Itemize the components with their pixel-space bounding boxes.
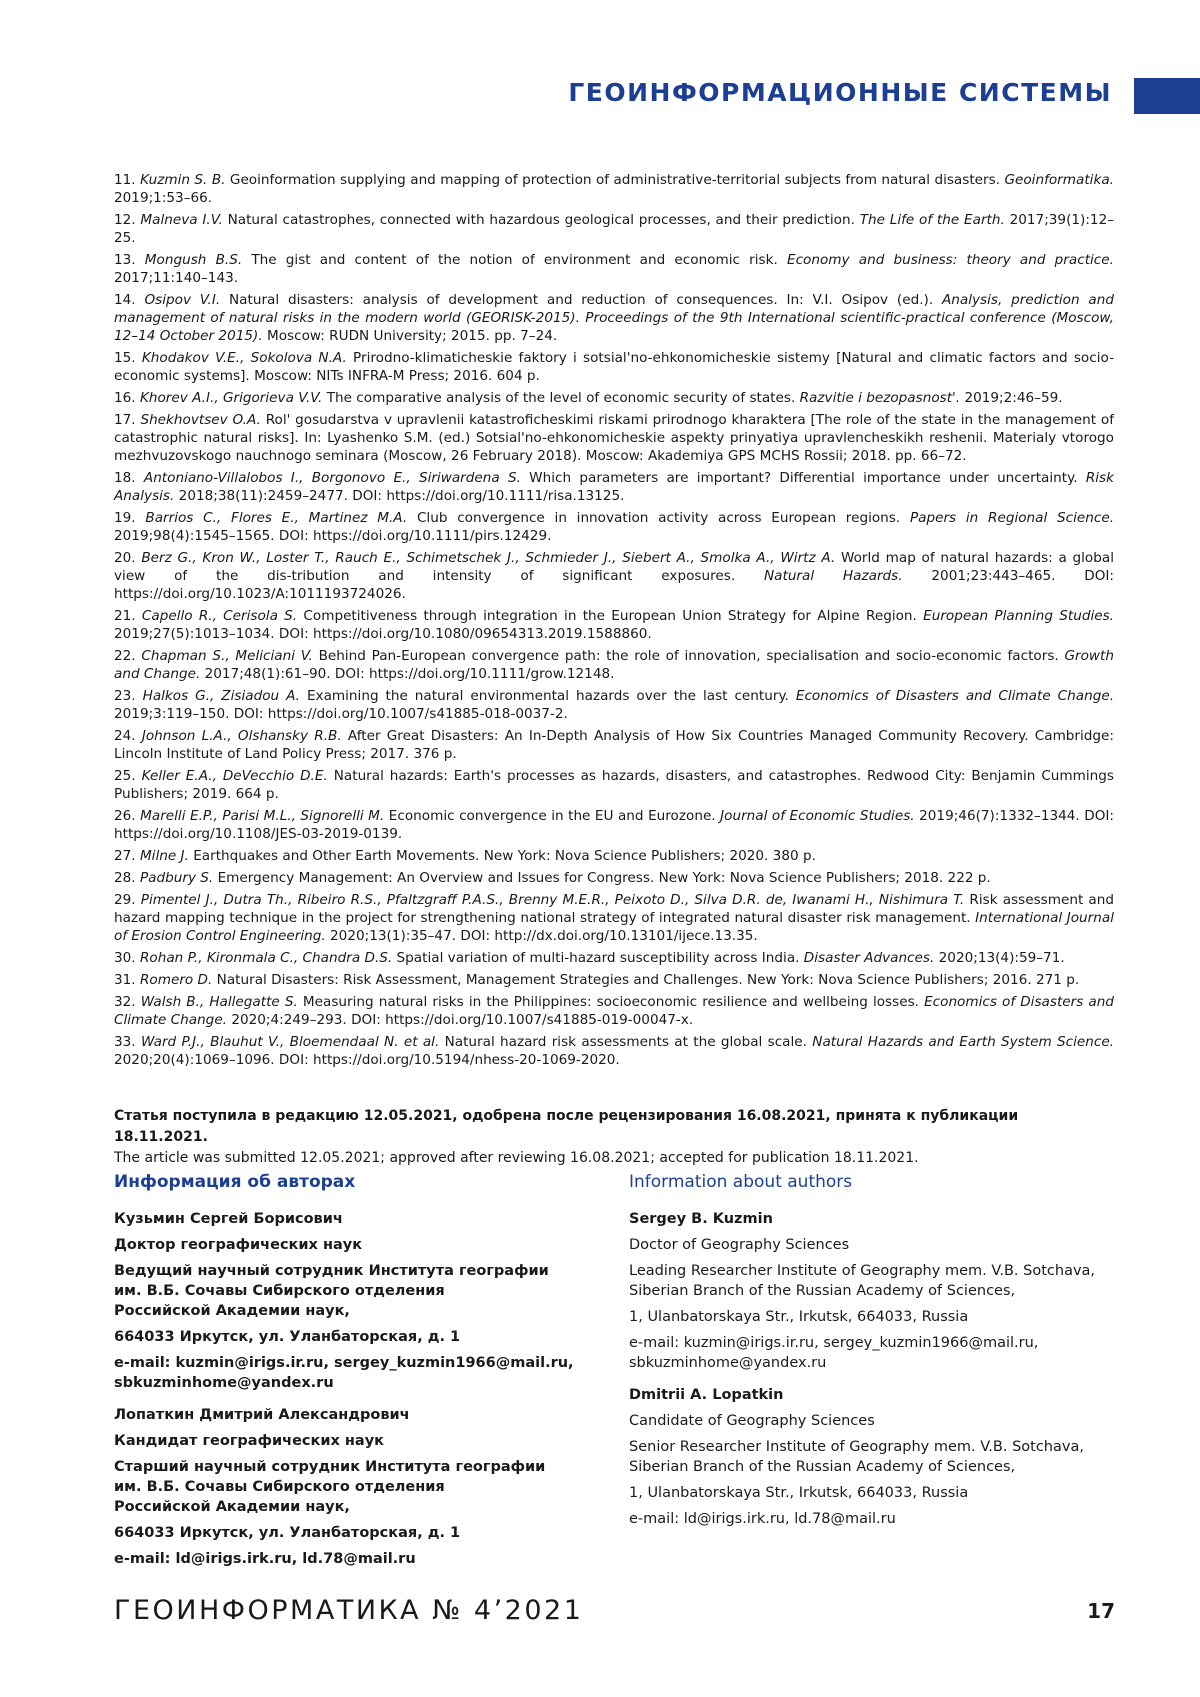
reference-title: Earthquakes and Other Earth Movements. New York: Nova Science Publishers; 2020. 380 p. [193, 848, 816, 864]
section-accent-bar [1134, 78, 1200, 114]
reference-journal: Natural Hazards and Earth System Science. [812, 1034, 1115, 1050]
reference-number: 33. [114, 1034, 136, 1050]
reference-authors: Antoniano-Villalobos I., Borgonovo E., Siriwardena S. [143, 470, 521, 486]
author-position: Старший научный сотрудник Института географии им. В.Б. Сочавы Сибирского отделения Российской Академии наук, [114, 1459, 546, 1515]
reference-authors: Khorev A.I., Grigorieva V.V. [139, 390, 323, 406]
authors-info-ru [114, 1172, 584, 1581]
reference-authors: Rohan P., Kironmala C., Chandra D.S. [139, 950, 393, 966]
reference-details: Moscow: RUDN University; 2015. pp. 7–24. [266, 328, 558, 344]
reference-number: 12. [114, 212, 136, 228]
reference-authors: Berz G., Kron W., Loster T., Rauch E., Schimetschek J., Schmieder J., Siebert A., Smolka A., Wirtz A. [141, 550, 836, 566]
reference-authors: Chapman S., Meliciani V. [141, 648, 313, 664]
reference-number: 24. [114, 728, 136, 744]
reference-number: 20. [114, 550, 136, 566]
reference-item [114, 291, 1114, 345]
reference-title: Emergency Management: An Overview and Issues for Congress. New York: Nova Science Publishers; 2018. 222 p. [217, 870, 991, 886]
author-block [114, 1209, 584, 1393]
reference-item [114, 767, 1114, 803]
author-degree: Кандидат географических наук [114, 1433, 385, 1449]
authors-info-en [629, 1172, 1099, 1541]
reference-item [114, 971, 1114, 989]
reference-details: 2020;4:249–293. DOI: https://doi.org/10.1007/s41885-019-00047-x. [231, 1012, 694, 1028]
reference-title: Behind Pan-European convergence path: the role of innovation, specialisation and socio-economic factors. [318, 648, 1059, 664]
reference-details: 2017;48(1):61–90. DOI: https://doi.org/10.1111/grow.12148. [204, 666, 615, 682]
reference-title: Natural catastrophes, connected with hazardous geological processes, and their prediction. [227, 212, 855, 228]
reference-item [114, 891, 1114, 945]
author-email: e-mail: ld@irigs.irk.ru, ld.78@mail.ru [629, 1511, 896, 1527]
section-title: ГЕОИНФОРМАЦИОННЫЕ СИСТЕМЫ [568, 78, 1112, 107]
reference-authors: Capello R., Cerisola S. [141, 608, 298, 624]
reference-item [114, 549, 1114, 603]
author-degree: Candidate of Geography Sciences [629, 1413, 875, 1429]
reference-authors: Pimentel J., Dutra Th., Ribeiro R.S., Pfaltzgraff P.A.S., Brenny M.E.R., Peixoto D., Silva D.R. de, Iwanami H., Nishimura T. [140, 892, 965, 908]
reference-list [114, 171, 1114, 1073]
reference-item [114, 509, 1114, 545]
reference-details: 2020;20(4):1069–1096. DOI: https://doi.org/10.5194/nhess-20-1069-2020. [114, 1052, 620, 1068]
reference-journal: Razvitie i bezopasnost'. [799, 390, 961, 406]
reference-journal: Economics of Disasters and Climate Change. [114, 994, 1114, 1028]
page-number: 17 [1087, 1599, 1115, 1623]
reference-details: 2020;13(1):35–47. DOI: http://dx.doi.org/10.13101/ijece.13.35. [330, 928, 758, 944]
reference-item [114, 807, 1114, 843]
reference-authors: Khodakov V.E., Sokolova N.A. [141, 350, 347, 366]
reference-authors: Ward P.J., Blauhut V., Bloemendaal N. et al. [140, 1034, 440, 1050]
author-block [629, 1209, 1099, 1373]
reference-authors: Milne J. [139, 848, 189, 864]
reference-details: 2018;38(11):2459–2477. DOI: https://doi.org/10.1111/risa.13125. [178, 488, 625, 504]
reference-title: Natural Disasters: Risk Assessment, Management Strategies and Challenges. New York: Nova Science Publishers; 2016. 271 p. [216, 972, 1080, 988]
author-address: 664033 Иркутск, ул. Уланбаторская, д. 1 [114, 1525, 461, 1541]
reference-number: 23. [114, 688, 136, 704]
reference-authors: Mongush B.S. [144, 252, 243, 268]
reference-journal: Geoinformatika. [1004, 172, 1114, 188]
reference-title: Club convergence in innovation activity across European regions. [416, 510, 901, 526]
reference-authors: Kuzmin S. B. [140, 172, 226, 188]
author-name: Dmitrii A. Lopatkin [629, 1387, 784, 1403]
reference-journal: Economics of Disasters and Climate Change. [795, 688, 1115, 704]
reference-authors: Walsh B., Hallegatte S. [140, 994, 298, 1010]
author-name: Лопаткин Дмитрий Александрович [114, 1407, 410, 1423]
reference-number: 25. [114, 768, 136, 784]
reference-journal: Natural Hazards. [763, 568, 903, 584]
reference-authors: Osipov V.I. [144, 292, 221, 308]
reference-authors: Barrios C., Flores E., Martinez M.A. [145, 510, 408, 526]
reference-details: 2019;1:53–66. [114, 190, 213, 206]
author-email: e-mail: ld@irigs.irk.ru, ld.78@mail.ru [114, 1551, 416, 1567]
reference-journal: Risk Analysis. [114, 470, 1114, 504]
reference-authors: Shekhovtsev O.A. [140, 412, 261, 428]
reference-journal: Journal of Economic Studies. [720, 808, 915, 824]
reference-number: 29. [114, 892, 136, 908]
reference-item [114, 869, 1114, 887]
dates-ru: Статья поступила в редакцию 12.05.2021, одобрена после рецензирования 16.08.2021, принята к публикации 18.11.2021. [114, 1108, 1019, 1145]
reference-title: Prirodno-klimaticheskie faktory i sotsial'no-ehkonomicheskie sistemy [Natural and climatic factors and socio-economic systems]. Moscow: NITs INFRA-M Press; 2016. 604 p. [114, 350, 1114, 384]
author-position: Leading Researcher Institute of Geography mem. V.B. Sotchava, Siberian Branch of the Russian Academy of Sciences, [629, 1263, 1096, 1299]
reference-item [114, 171, 1114, 207]
reference-number: 31. [114, 972, 136, 988]
reference-number: 11. [114, 172, 136, 188]
reference-title: Economic convergence in the EU and Eurozone. [388, 808, 716, 824]
reference-journal: Growth and Change. [114, 648, 1114, 682]
reference-item [114, 727, 1114, 763]
reference-number: 16. [114, 390, 136, 406]
reference-number: 13. [114, 252, 136, 268]
reference-title: Competitiveness through integration in the European Union Strategy for Alpine Region. [303, 608, 917, 624]
reference-title: Spatial variation of multi-hazard susceptibility across India. [396, 950, 800, 966]
reference-details: 2019;98(4):1545–1565. DOI: https://doi.org/10.1111/pirs.12429. [114, 528, 552, 544]
reference-authors: Malneva I.V. [140, 212, 223, 228]
author-address: 1, Ulanbatorskaya Str., Irkutsk, 664033, Russia [629, 1485, 969, 1501]
reference-number: 18. [114, 470, 136, 486]
reference-journal: International Journal of Erosion Control Engineering. [114, 910, 1114, 944]
reference-authors: Padbury S. [139, 870, 214, 886]
journal-footer: ГЕОИНФОРМАТИКА № 4’2021 [114, 1595, 584, 1626]
reference-journal: Papers in Regional Science. [909, 510, 1115, 526]
author-name: Sergey B. Kuzmin [629, 1211, 773, 1227]
reference-number: 19. [114, 510, 136, 526]
reference-number: 14. [114, 292, 136, 308]
reference-item [114, 349, 1114, 385]
reference-authors: Marelli E.P., Parisi M.L., Signorelli M. [140, 808, 385, 824]
reference-details: 2020;13(4):59–71. [938, 950, 1065, 966]
author-degree: Доктор географических наук [114, 1237, 363, 1253]
author-degree: Doctor of Geography Sciences [629, 1237, 850, 1253]
reference-number: 17. [114, 412, 136, 428]
authors-heading-en: Information about authors [629, 1172, 853, 1192]
reference-details: 2019;27(5):1013–1034. DOI: https://doi.org/10.1080/09654313.2019.1588860. [114, 626, 652, 642]
author-email: e-mail: kuzmin@irigs.ir.ru, sergey_kuzmin1966@mail.ru, sbkuzminhome@yandex.ru [629, 1335, 1039, 1371]
reference-title: Geoinformation supplying and mapping of protection of administrative-territorial subjects from natural disasters. [229, 172, 1001, 188]
reference-details: 2017;39(1):12–25. [114, 212, 1115, 246]
reference-item [114, 647, 1114, 683]
reference-number: 30. [114, 950, 136, 966]
author-position: Ведущий научный сотрудник Института географии им. В.Б. Сочавы Сибирского отделения Российской Академии наук, [114, 1263, 549, 1319]
reference-number: 15. [114, 350, 136, 366]
reference-authors: Johnson L.A., Olshansky R.B. [141, 728, 342, 744]
reference-authors: Romero D. [139, 972, 213, 988]
reference-details: 2017;11:140–143. [114, 270, 239, 286]
author-position: Senior Researcher Institute of Geography mem. V.B. Sotchava, Siberian Branch of the Russian Academy of Sciences, [629, 1439, 1084, 1475]
reference-item [114, 949, 1114, 967]
reference-number: 28. [114, 870, 136, 886]
reference-title: Measuring natural risks in the Philippines: socioeconomic resilience and wellbeing losses. [302, 994, 919, 1010]
reference-number: 32. [114, 994, 136, 1010]
reference-journal: European Planning Studies. [923, 608, 1114, 624]
reference-journal: Analysis, prediction and management of natural risks in the modern world (GEORISK-2015). Proceedings of the 9th International scientific-practical conference (Moscow, 12–14 October 2015). [114, 292, 1114, 344]
reference-journal: Economy and business: theory and practice. [786, 252, 1114, 268]
dates-en: The article was submitted 12.05.2021; approved after reviewing 16.08.2021; accepted for publication 18.11.2021. [114, 1150, 919, 1166]
reference-details: 2019;3:119–150. DOI: https://doi.org/10.1007/s41885-018-0037-2. [114, 706, 568, 722]
reference-details: 2001;23:443–465. DOI: https://doi.org/10.1023/A:1011193724026. [114, 568, 1115, 602]
author-block [629, 1385, 1099, 1529]
reference-title: Which parameters are important? Differential importance under uncertainty. [529, 470, 1078, 486]
reference-title: Natural hazard risk assessments at the global scale. [444, 1034, 807, 1050]
reference-item [114, 993, 1114, 1029]
reference-item [114, 411, 1114, 465]
author-name: Кузьмин Сергей Борисович [114, 1211, 343, 1227]
reference-item [114, 847, 1114, 865]
reference-title: World map of natural hazards: a global view of the dis-tribution and intensity of significant exposures. [114, 550, 1114, 584]
reference-title: Risk assessment and hazard mapping technique in the project for strengthening national strategy of integrated natural disaster risk management. [114, 892, 1115, 926]
reference-item [114, 607, 1114, 643]
reference-number: 21. [114, 608, 136, 624]
reference-authors: Halkos G., Zisiadou A. [142, 688, 300, 704]
author-address: 664033 Иркутск, ул. Уланбаторская, д. 1 [114, 1329, 461, 1345]
article-dates [114, 1106, 1114, 1169]
reference-details: 2019;46(7):1332–1344. DOI: https://doi.org/10.1108/JES-03-2019-0139. [114, 808, 1115, 842]
reference-title: Natural hazards: Earth's processes as hazards, disasters, and catastrophes. Redwood City: Benjamin Cummings Publishers; 2019. 664 p. [114, 768, 1115, 802]
authors-heading-ru: Информация об авторах [114, 1172, 356, 1192]
reference-journal: Disaster Advances. [803, 950, 935, 966]
reference-number: 22. [114, 648, 136, 664]
author-block [114, 1405, 584, 1569]
reference-item [114, 251, 1114, 287]
author-address: 1, Ulanbatorskaya Str., Irkutsk, 664033, Russia [629, 1309, 969, 1325]
reference-title: Rol' gosudarstva v upravlenii katastroficheskimi riskami prirodnogo kharaktera [The role of the state in the management of catastrophic natural risks]. In: Lyashenko S.M. (ed.) Sotsial'no-ehkonomicheskie aspekty prinyatiya upravlencheskikh reshenii. Materialy vtorogo mezhvuzovskogo nauchnogo seminara (Moscow, 26 February 2018). Moscow: Akademiya GPS MCHS Rossii; 2018. pp. 66–72. [114, 412, 1114, 464]
reference-item [114, 1033, 1114, 1069]
reference-title: The comparative analysis of the level of economic security of states. [326, 390, 796, 406]
reference-number: 27. [114, 848, 136, 864]
reference-title: Natural disasters: analysis of development and reduction of consequences. In: V.I. Osipov (ed.). [229, 292, 934, 308]
reference-item [114, 469, 1114, 505]
reference-item [114, 687, 1114, 723]
reference-item [114, 389, 1114, 407]
reference-number: 26. [114, 808, 136, 824]
reference-title: Examining the natural environmental hazards over the last century. [306, 688, 789, 704]
reference-title: After Great Disasters: An In-Depth Analysis of How Six Countries Managed Community Recovery. Cambridge: Lincoln Institute of Land Policy Press; 2017. 376 p. [114, 728, 1115, 762]
reference-details: 2019;2:46–59. [964, 390, 1063, 406]
reference-title: The gist and content of the notion of environment and economic risk. [251, 252, 778, 268]
reference-authors: Keller E.A., DeVecchio D.E. [141, 768, 328, 784]
reference-item [114, 211, 1114, 247]
author-email: e-mail: kuzmin@irigs.ir.ru, sergey_kuzmin1966@mail.ru, sbkuzminhome@yandex.ru [114, 1355, 574, 1391]
reference-journal: The Life of the Earth. [859, 212, 1005, 228]
